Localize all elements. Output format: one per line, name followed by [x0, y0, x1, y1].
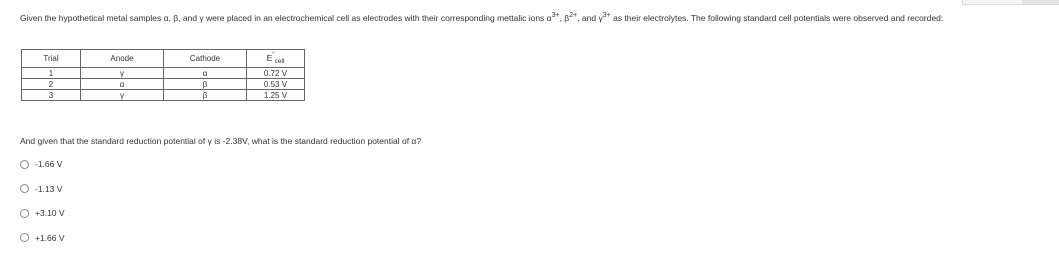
header-trial: Trial — [22, 50, 81, 68]
radio-button[interactable] — [20, 209, 29, 218]
cell-ecell: 1.25 V — [247, 90, 305, 101]
question-separator-2: , and γ — [577, 13, 603, 23]
cell-potential-table — [21, 49, 305, 101]
cell-cathode: β — [164, 90, 247, 101]
answer-option-4[interactable] — [20, 233, 65, 243]
table-row — [22, 79, 305, 90]
cell-ecell: 0.53 V — [247, 79, 305, 90]
toolbar-corner-segment — [1022, 0, 1059, 4]
ion-beta-charge: 2+ — [569, 12, 578, 19]
answer-option-label[interactable]: +3.10 V — [35, 208, 65, 218]
question-text-part1: Given the hypothetical metal samples α, β, and γ were placed in an electrochemical cell as electrodes with their corresponding mettalic ions α — [20, 13, 552, 23]
table-row — [22, 68, 305, 79]
cell-anode: α — [81, 79, 164, 90]
cell-ecell: 0.72 V — [247, 68, 305, 79]
radio-button[interactable] — [20, 160, 29, 169]
answer-options — [20, 159, 65, 257]
cell-trial: 3 — [22, 90, 81, 101]
question-prompt: And given that the standard reduction potential of γ is -2.38V, what is the standard reduction potential of α? — [20, 136, 422, 146]
table-row — [22, 90, 305, 101]
ion-alpha-charge: 3+ — [551, 12, 560, 19]
radio-button[interactable] — [20, 184, 29, 193]
answer-option-3[interactable] — [20, 208, 65, 218]
radio-button[interactable] — [20, 233, 29, 242]
toolbar-corner-widget — [962, 0, 1059, 5]
cell-anode: γ — [81, 90, 164, 101]
cell-cathode: α — [164, 68, 247, 79]
answer-option-2[interactable] — [20, 184, 65, 194]
answer-option-label[interactable]: -1.13 V — [35, 183, 63, 194]
cell-anode: γ — [81, 68, 164, 79]
answer-option-1[interactable] — [20, 159, 65, 169]
header-cathode: Cathode — [164, 50, 247, 68]
ecell-symbol — [267, 53, 285, 65]
header-ecell — [247, 50, 305, 68]
cell-cathode: β — [164, 79, 247, 90]
question-text-part2: as their electrolytes. The following standard cell potentials were observed and recorded: — [610, 13, 944, 23]
answer-option-label[interactable]: +1.66 V — [35, 232, 65, 243]
ecell-e: E — [266, 52, 273, 63]
table-header-row — [22, 50, 305, 68]
ion-gamma-charge: 3+ — [602, 12, 611, 19]
answer-option-label[interactable]: -1.66 V — [35, 159, 63, 169]
question-text — [20, 13, 1050, 24]
ecell-subscript: cell — [274, 57, 285, 65]
cell-trial: 1 — [22, 68, 81, 79]
header-anode: Anode — [81, 50, 164, 68]
question-separator-1: , β — [559, 13, 570, 23]
cell-trial: 2 — [22, 79, 81, 90]
ecell-degree: ° — [272, 51, 275, 58]
